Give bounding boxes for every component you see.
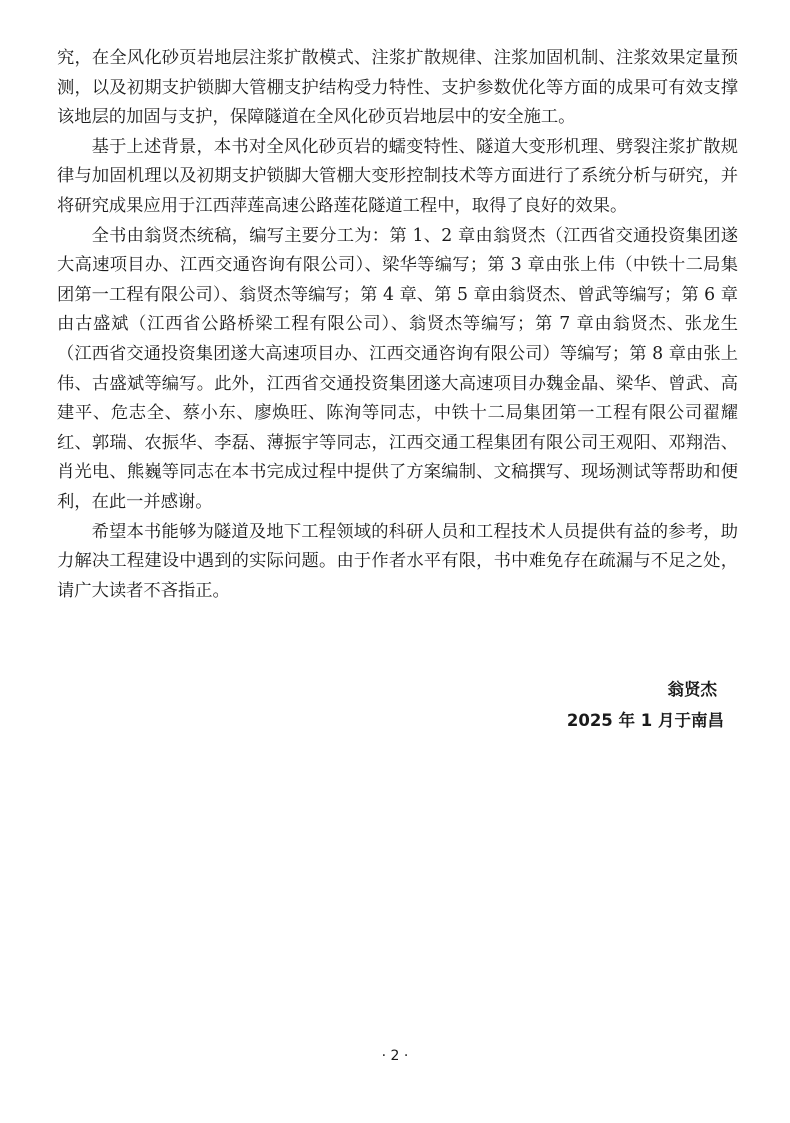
paragraph-authorship: 全书由翁贤杰统稿，编写主要分工为：第 1、2 章由翁贤杰（江西省交通投资集团遂大高速项目办、江西交通咨询有限公司）、梁华等编写；第 3 章由张上伟（中铁十二局集团第一工程有限公司）、翁贤杰等编写；第 4 章、第 5 章由翁贤杰、曾武等编写；第 6 章由古盛斌（江西省公路桥梁工程有限公司）、翁贤杰等编写；第 7 章由翁贤杰、张龙生（江西省交通投资集团遂大高速项目办、江西交通咨询有限公司）等编写；第 8 章由张上伟、古盛斌等编写。此外，江西省交通投资集团遂大高速项目办魏金晶、梁华、曾武、高建平、危志全、蔡小东、廖焕旺、陈洵等同志，中铁十二局集团第一工程有限公司翟耀红、郭瑞、农振华、李磊、薄振宇等同志，江西交通工程集团有限公司王观阳、邓翔浩、肖光电、熊巍等同志在本书完成过程中提供了方案编制、文稿撰写、现场测试等帮助和便利，在此一并感谢。 [57, 225, 738, 512]
signature-author: 翁贤杰 [667, 680, 717, 699]
preface-body [57, 44, 738, 606]
page-number: · 2 · [381, 1048, 409, 1064]
paragraph-closing: 希望本书能够为隧道及地下工程领域的科研人员和工程技术人员提供有益的参考，助力解决工程建设中遇到的实际问题。由于作者水平有限，书中难免存在疏漏与不足之处，请广大读者不吝指正。 [57, 521, 738, 601]
signature-block [567, 674, 724, 736]
signature-date-place: 2025 年 1 月于南昌 [566, 711, 724, 730]
paragraph-background: 基于上述背景，本书对全风化砂页岩的蠕变特性、隧道大变形机理、劈裂注浆扩散规律与加固机理以及初期支护锁脚大管棚大变形控制技术等方面进行了系统分析与研究，并将研究成果应用于江西萍莲高速公路莲花隧道工程中，取得了良好的效果。 [57, 136, 738, 216]
paragraph-continuation: 究，在全风化砂页岩地层注浆扩散模式、注浆扩散规律、注浆加固机制、注浆效果定量预测，以及初期支护锁脚大管棚支护结构受力特性、支护参数优化等方面的成果可有效支撑该地层的加固与支护，保障隧道在全风化砂页岩地层中的安全施工。 [57, 48, 738, 128]
